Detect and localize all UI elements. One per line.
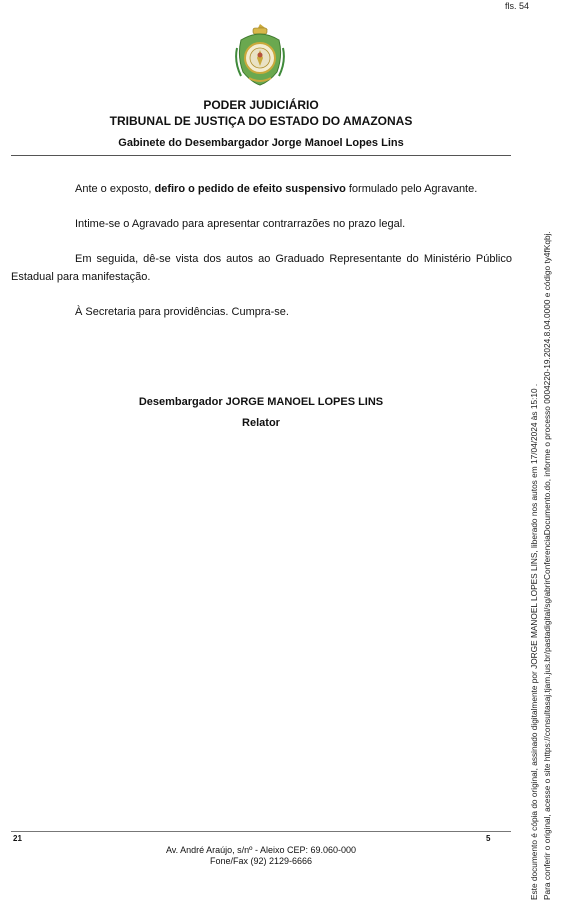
footer-address-block <box>0 845 522 867</box>
footer-right-number: 5 <box>486 834 491 843</box>
header-line-3: Gabinete do Desembargador Jorge Manoel Lopes Lins <box>118 137 404 149</box>
stamp-line-1: Este documento é cópia do original, assinado digitalmente por JORGE MANOEL LOPES LINS, liberado nos autos em 17/04/2024 às 15:10 . <box>529 383 539 900</box>
paragraph-4: À Secretaria para providências. Cumpra-se. <box>75 306 289 318</box>
header-line-1: PODER JUDICIÁRIO <box>203 98 319 112</box>
paragraph-1-text-a: Ante o exposto, <box>75 183 155 195</box>
footer-divider <box>11 831 511 832</box>
footer-left-number: 21 <box>13 834 22 843</box>
paragraph-1-bold: defiro o pedido de efeito suspensivo <box>154 183 346 195</box>
document-header <box>0 98 522 154</box>
footer-phone: Fone/Fax (92) 2129-6666 <box>209 856 313 866</box>
paragraph-1 <box>11 180 512 198</box>
paragraph-3: Em seguida, dê-se vista dos autos ao Graduado Representante do Ministério Público Estadual para manifestação. <box>11 253 512 283</box>
paragraph-2: Intime-se o Agravado para apresentar contrarrazões no prazo legal. <box>75 218 406 230</box>
digital-signature-stamp <box>528 40 554 900</box>
stamp-line-2: Para conferir o original, acesse o site https://consultasaj.tjam.jus.br/pastadigital/sg/abrirConferenciaDocumento.do, informe o processo 0004220-19.2024.8.04.0000 e código ty4fKqbj. <box>542 231 552 900</box>
signature-block <box>0 392 522 434</box>
footer-address: Av. André Araújo, s/nº - Aleixo CEP: 69.060-000 <box>165 845 357 855</box>
page-marker: fls. 54 <box>504 1 529 11</box>
court-seal-icon <box>233 22 287 88</box>
signature-name: Desembargador JORGE MANOEL LOPES LINS <box>138 396 384 408</box>
paragraph-1-text-b: formulado pelo Agravante. <box>345 183 478 195</box>
signature-role: Relator <box>242 417 280 429</box>
document-body <box>11 180 512 338</box>
header-line-2: TRIBUNAL DE JUSTIÇA DO ESTADO DO AMAZONAS <box>109 114 413 128</box>
header-divider <box>11 155 511 156</box>
